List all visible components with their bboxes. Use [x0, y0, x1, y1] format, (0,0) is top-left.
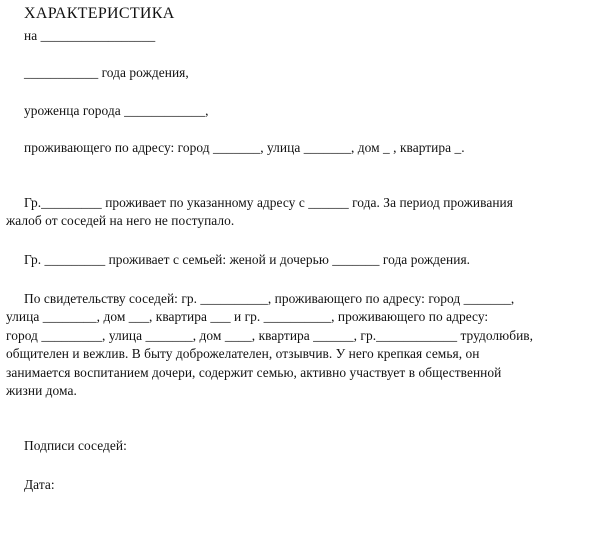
paragraph-line: жалоб от соседей на него не поступало. [6, 213, 235, 228]
paragraph-line: город _________, улица _______, дом ____, квартира ______, гр.____________ трудолюбив, [6, 328, 534, 343]
residence-address-line: проживающего по адресу: город _______, улица _______, дом _ , квартира _. [24, 140, 465, 155]
paragraph-line: улица ________, дом ___, квартира ___ и гр. __________, проживающего по адресу: [6, 309, 489, 324]
paragraph-line: Гр. _________ проживает с семьей: женой и дочерью _______ года рождения. [24, 252, 471, 267]
paragraph-line: Гр._________ проживает по указанному адресу с ______ года. За период проживания [24, 195, 513, 210]
paragraph-line: По свидетельству соседей: гр. __________, проживающего по адресу: город _______, [24, 291, 515, 306]
paragraph-line: жизни дома. [6, 383, 77, 398]
native-city-line: уроженца города ____________, [24, 103, 209, 118]
date-label: Дата: [24, 477, 55, 492]
signatures-label: Подписи соседей: [24, 438, 127, 453]
birth-year-line: ___________ года рождения, [24, 65, 189, 80]
document-title: ХАРАКТЕРИСТИКА [24, 5, 175, 22]
paragraph-line: занимается воспитанием дочери, содержит семью, активно участвует в общественной [6, 365, 502, 380]
paragraph-line: общителен и вежлив. В быту доброжелателен, отзывчив. У него крепкая семья, он [6, 346, 480, 361]
addressee-line: на _________________ [24, 28, 156, 43]
